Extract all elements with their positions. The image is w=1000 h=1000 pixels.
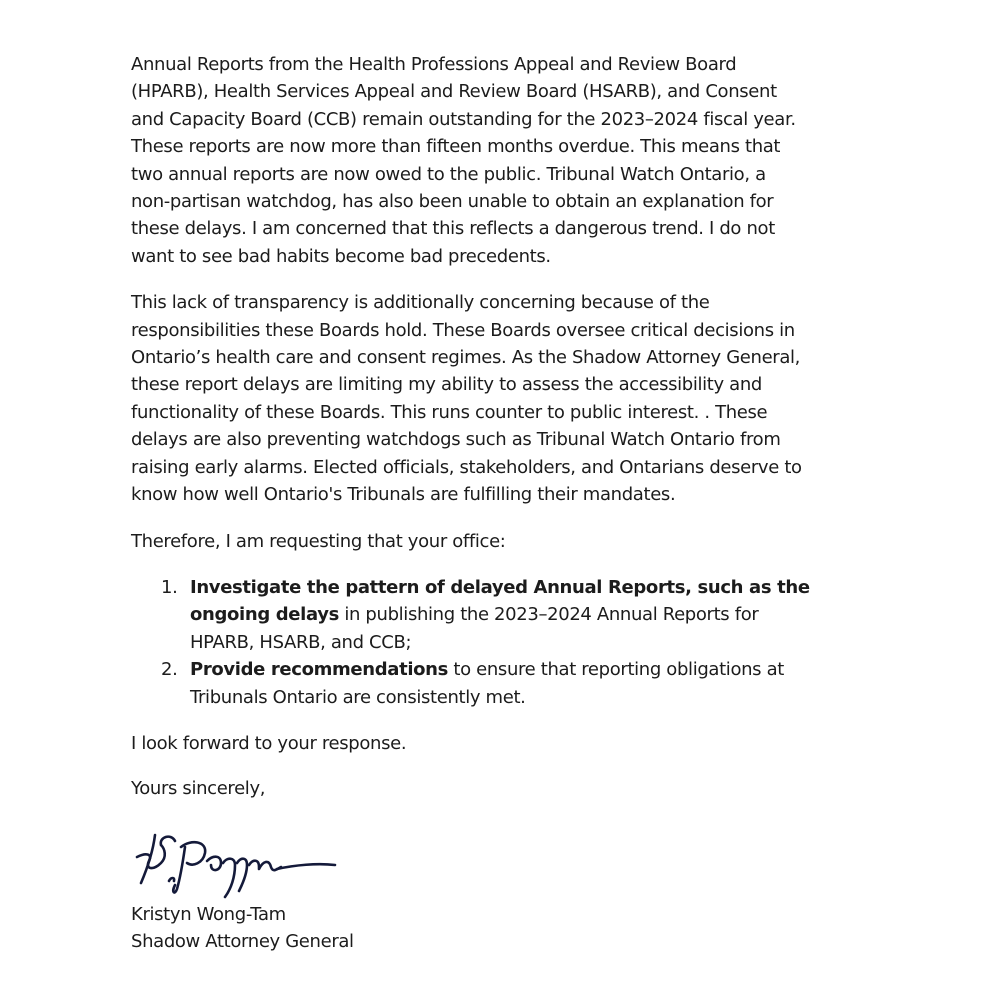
bold-text: ongoing delays — [190, 604, 339, 626]
valediction: Yours sincerely, — [131, 778, 266, 800]
request-intro: Therefore, I am requesting that your office: — [131, 530, 506, 552]
text-line: This lack of transparency is additionally concerning because of the — [131, 292, 710, 314]
signature — [131, 817, 901, 901]
text-line — [190, 574, 901, 601]
text-line: raising early alarms. Elected officials, stakeholders, and Ontarians deserve to — [131, 456, 802, 478]
list-item — [131, 574, 901, 656]
regular-text: HPARB, HSARB, and CCB; — [190, 631, 412, 653]
text-line: (HPARB), Health Services Appeal and Review Board (HSARB), and Consent — [131, 81, 777, 103]
text-line: These reports are now more than fifteen months overdue. This means that — [131, 136, 781, 158]
letter-body — [131, 51, 901, 956]
signatory-title: Shadow Attorney General — [131, 931, 354, 953]
regular-text: in publishing the 2023–2024 Annual Reports for — [338, 604, 759, 626]
text-line: functionality of these Boards. This runs counter to public interest. . These — [131, 401, 768, 423]
text-line — [190, 656, 901, 683]
text-line: Ontario’s health care and consent regimes. As the Shadow Attorney General, — [131, 347, 801, 369]
paragraph-overdue-reports — [131, 51, 901, 270]
bold-text: Investigate the pattern of delayed Annual Reports, such as the — [190, 576, 810, 598]
text-line: two annual reports are now owed to the public. Tribunal Watch Ontario, a — [131, 163, 766, 185]
request-list — [131, 574, 901, 711]
text-line — [190, 684, 901, 711]
regular-text: Tribunals Ontario are consistently met. — [190, 686, 526, 708]
text-line: and Capacity Board (CCB) remain outstanding for the 2023–2024 fiscal year. — [131, 108, 796, 130]
closing-line: I look forward to your response. — [131, 732, 407, 754]
list-item — [131, 656, 901, 711]
signatory-block — [131, 901, 901, 956]
text-line: Annual Reports from the Health Professions Appeal and Review Board — [131, 54, 737, 75]
handwritten-signature — [131, 817, 341, 901]
regular-text: to ensure that reporting obligations at — [448, 659, 784, 681]
paragraph-transparency — [131, 289, 901, 508]
text-line — [190, 601, 901, 628]
text-line: want to see bad habits become bad precedents. — [131, 245, 551, 267]
text-line: responsibilities these Boards hold. These Boards oversee critical decisions in — [131, 319, 795, 341]
list-number: 2. — [161, 659, 178, 681]
signatory-name: Kristyn Wong-Tam — [131, 903, 286, 925]
list-number: 1. — [161, 576, 178, 598]
bold-text: Provide recommendations — [190, 659, 449, 681]
text-line: delays are also preventing watchdogs such as Tribunal Watch Ontario from — [131, 429, 781, 451]
text-line: non-partisan watchdog, has also been unable to obtain an explanation for — [131, 191, 774, 213]
text-line: these report delays are limiting my ability to assess the accessibility and — [131, 374, 762, 396]
text-line — [190, 629, 901, 656]
text-line: these delays. I am concerned that this reflects a dangerous trend. I do not — [131, 218, 775, 240]
text-line: know how well Ontario's Tribunals are fulfilling their mandates. — [131, 484, 676, 506]
